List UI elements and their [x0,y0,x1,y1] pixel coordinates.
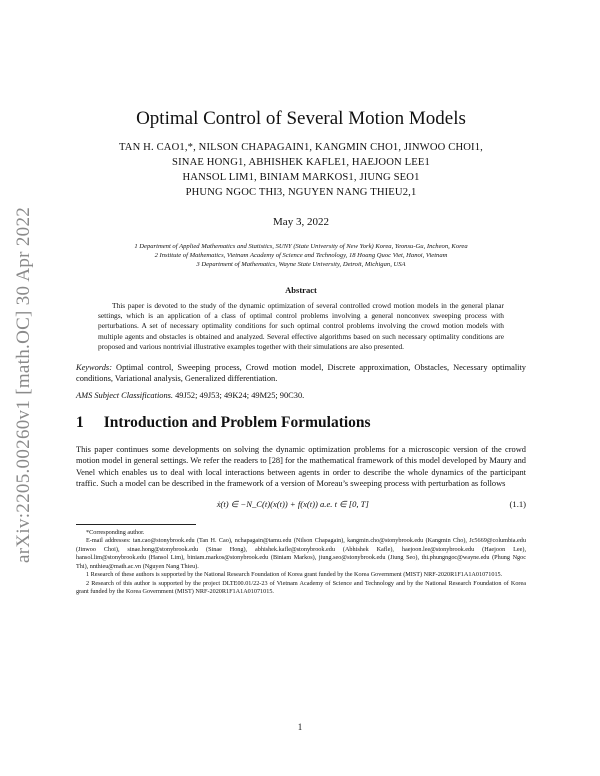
paper-date: May 3, 2022 [273,216,329,228]
footnote: 1 Research of these authors is supported by the National Research Foundation of Korea grant funded by the Korea Government (MIST) NRF-2020R1F1A1A01071015. [86,571,503,579]
section-title: Introduction and Problem Formulations [103,413,371,431]
footnotes [76,529,526,597]
affiliation: 1 Department of Applied Mathematics and Statistics, SUNY (State University of New York) Korea, Yeonsu-Gu, Incheon, Korea [134,243,468,250]
keywords [76,362,526,384]
footnote: 2 Research of this author is supported by the project DLTE00.01/22-23 of Vietnam Academy of Science and Technology and by the National Research Foundation of Korea grant funded by the Korea Government (MIST) NRF-2020R1F1A1A01071015. [76,579,526,596]
footnote: *Corresponding author. [86,528,145,536]
abstract-heading: Abstract [285,284,317,295]
equation-body: ẋ(t) ∈ −N_C(t)(x(t)) + f(x(t)) a.e. t ∈ [0, T] [216,498,369,509]
affiliation: 3 Department of Mathematics, Wayne State University, Detroit, Michigan, USA [196,261,406,269]
arxiv-identifier-text: arXiv:2205.00260v1 [math.OC] 30 Apr 2022 [13,206,35,564]
msc-codes: 49J52; 49J53; 49K24; 49M25; 90C30. [175,390,305,400]
subject-classifications [76,391,526,400]
equation [76,499,526,510]
author-line: PHUNG NGOC THI3, NGUYEN NANG THIEU2,1 [185,187,417,198]
keywords-text: Optimal control, Sweeping process, Crowd motion model, Discrete approximation, Obstacles, Necessary optimality conditions, Variational analysis, Generalized differentiation. [76,363,526,384]
abstract-text: This paper is devoted to the study of the dynamic optimization of several controlled crowd motion models in the general planar settings, which is an application of a class of optimal control problems involving a general nonconvex sweeping process with perturbations. A set of necessary optimality conditions for such optimal control problems involving the crowd motion models with multiple agents and obstacles is obtained and analyzed. Several effective algorithms based on such necessary optimality conditions are proposed and various nontrivial illustrative examples together with their simulations are also presented. [98,300,504,351]
affiliations [76,242,526,270]
msc-label: AMS Subject Classifications. [76,390,174,400]
paper-page [76,108,526,597]
footnote: E-mail addresses: tan.cao@stonybrook.edu (Tan H. Cao), nchapagain@tamu.edu (Nilson Chapagain), kangmin.cho@stonybrook.edu (Kangmin Cho), Jc5669@columbia.edu (Jinwoo Choi), sinae.hong@stonybrook.edu (Sinae Hong), abhishek.kafle@stonybrook.edu (Abhishek Kafle), haejoon.lee@stonybrook.edu (Haejoon Lee), hansol.lim@stonybrook.edu (Hansol Lim), biniam.markos@stonybrook.edu (Biniam Markos), jiung.seo@stonybrook.edu (Jiung Seo), thi.phungngoc@wayne.edu (Phung Ngoc Thi), nnthieu@math.ac.vn (Nguyen Nang Thieu). [76,537,526,570]
page-number: 1 [297,722,303,732]
equation-number: (1.1) [509,498,526,509]
paper-title: Optimal Control of Several Motion Models [136,108,466,129]
arxiv-identifier [8,185,40,585]
author-line: SINAE HONG1, ABHISHEK KAFLE1, HAEJOON LEE1 [172,157,430,168]
author-line: TAN H. CAO1,*, NILSON CHAPAGAIN1, KANGMIN CHO1, JINWOO CHOI1, [119,142,483,153]
author-list [76,140,526,200]
affiliation: 2 Institute of Mathematics, Vietnam Academy of Science and Technology, 18 Hoang Quoc Viet, Hanoi, Vietnam [154,252,448,260]
keywords-label: Keywords: [76,363,112,373]
section-heading [76,414,526,432]
author-line: HANSOL LIM1, BINIAM MARKOS1, JIUNG SEO1 [182,172,420,183]
footnote-divider [76,524,196,525]
section-number: 1 [76,413,84,431]
intro-paragraph: This paper continues some developments on solving the dynamic optimization problems for a microscopic version of the crowd motion model in general settings. We refer the readers to [28] for the mathematical framework of this model developed by Maury and Venel which enables us to deal with local interactions between agents in order to describe the whole dynamics of the participant traffic. Such a model can be described in the framework of a version of Moreau’s sweeping process with perturbation as follows [76,444,526,489]
